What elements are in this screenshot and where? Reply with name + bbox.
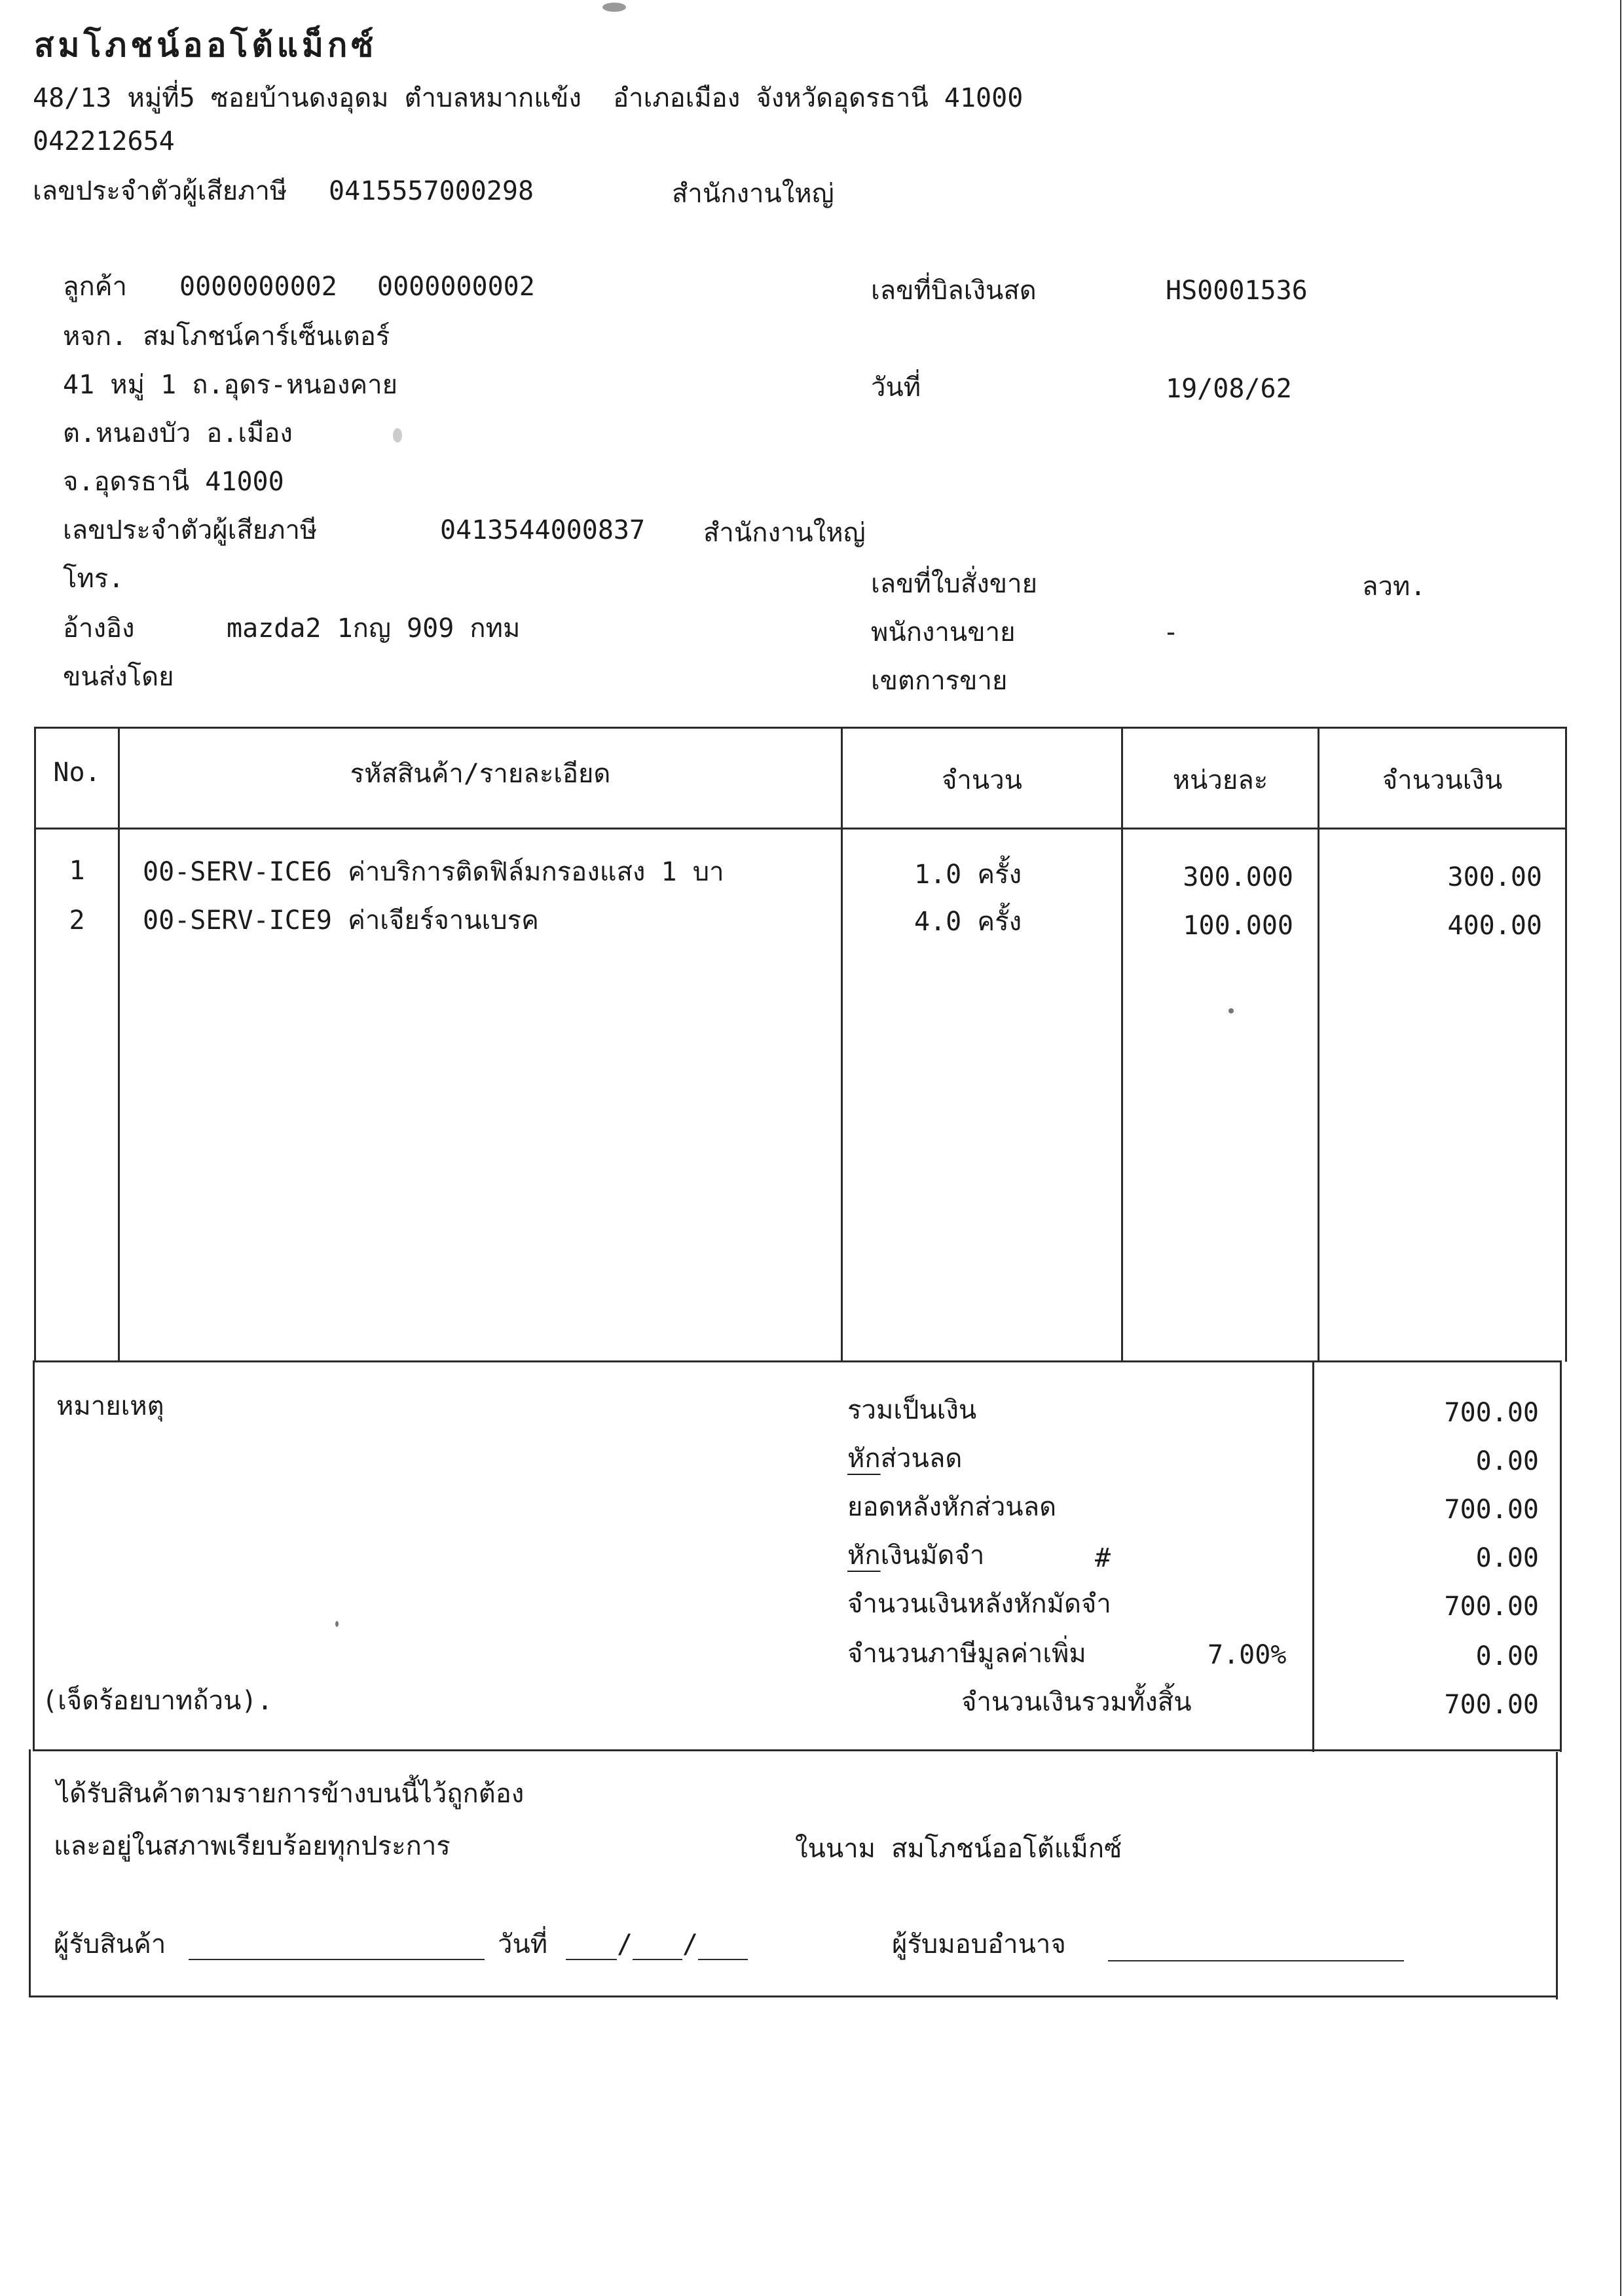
row-quantity: 4.0 ครั้ง xyxy=(914,907,1022,937)
customer-label: ลูกค้า xyxy=(63,272,127,302)
after-discount-value: 700.00 xyxy=(1444,1495,1539,1525)
subtotal-label: รวมเป็นเงิน xyxy=(847,1395,977,1425)
row-item: 00-SERV-ICE6 ค่าบริการติดฟิล์มกรองแสง 1 บา xyxy=(143,857,724,887)
after-discount-label: ยอดหลังหักส่วนลด xyxy=(847,1492,1057,1522)
customer-code: 0000000002 xyxy=(179,272,337,302)
vat-label: จำนวนภาษีมูลค่าเพิ่ม xyxy=(847,1639,1086,1669)
deposit-label-rest: เงินมัดจำ xyxy=(880,1540,985,1571)
after-deposit-value: 700.00 xyxy=(1444,1592,1539,1622)
customer-address-line-1: 41 หมู่ 1 ถ.อุดร-หนองคาย xyxy=(63,370,398,400)
customer-tax-id: 0413544000837 xyxy=(440,515,646,545)
summary-left-border xyxy=(33,1360,35,1751)
shipping-label: ขนส่งโดย xyxy=(63,662,174,692)
column-header-item: รหัสสินค้า/รายละเอียด xyxy=(350,759,611,789)
row-number: 1 xyxy=(69,856,85,886)
signature-left-border xyxy=(29,1749,31,1997)
scan-speck xyxy=(1228,1008,1234,1013)
customer-address-line-2: ต.หนองบัว อ.เมือง xyxy=(63,418,293,448)
receive-date-separator: / xyxy=(682,1929,699,1959)
discount-prefix: หัก xyxy=(847,1444,881,1474)
summary-amount-divider xyxy=(1312,1360,1314,1752)
table-col-divider-item xyxy=(841,727,843,1362)
vat-value: 0.00 xyxy=(1475,1641,1539,1671)
customer-name: หจก. สมโภชน์คาร์เซ็นเตอร์ xyxy=(63,321,390,352)
receive-date-separator: / xyxy=(617,1929,633,1959)
authorized-signature-line xyxy=(1108,1960,1404,1961)
authorized-signer-label: ผู้รับมอบอำนาจ xyxy=(892,1929,1066,1959)
deposit-label xyxy=(847,1542,984,1569)
table-col-divider-qty xyxy=(1121,727,1123,1362)
table-header-bottom-border xyxy=(34,828,1566,829)
on-behalf-of: ในนาม สมโภชน์ออโต้แม็กซ์ xyxy=(795,1834,1122,1864)
remark-label: หมายเหตุ xyxy=(56,1391,164,1421)
scan-speck xyxy=(335,1621,339,1627)
row-amount: 400.00 xyxy=(1447,911,1542,941)
after-deposit-label: จำนวนเงินหลังหักมัดจำ xyxy=(847,1589,1111,1619)
receiver-label: ผู้รับสินค้า xyxy=(54,1929,166,1959)
table-right-border xyxy=(1565,727,1567,1362)
company-tax-id-label: เลขประจำตัวผู้เสียภาษี xyxy=(33,176,287,206)
table-col-divider-no xyxy=(118,727,120,1362)
sales-order-label: เลขที่ใบสั่งขาย xyxy=(871,569,1038,599)
summary-bottom-border xyxy=(33,1749,1561,1751)
deposit-hash: # xyxy=(1095,1543,1111,1573)
row-amount: 300.00 xyxy=(1447,862,1542,892)
receive-date-year-line xyxy=(698,1959,748,1960)
scan-edge-line xyxy=(1620,0,1621,2296)
table-left-border xyxy=(34,727,36,1362)
row-unit-price: 300.000 xyxy=(1183,862,1293,892)
receiver-signature-line xyxy=(189,1959,485,1960)
scan-speck xyxy=(393,428,402,443)
summary-right-border xyxy=(1560,1360,1562,1752)
subtotal-value: 700.00 xyxy=(1444,1398,1539,1428)
receive-date-day-line xyxy=(566,1959,617,1960)
column-header-amount: จำนวนเงิน xyxy=(1382,765,1503,795)
row-item: 00-SERV-ICE9 ค่าเจียร์จานเบรค xyxy=(143,905,539,936)
row-quantity: 1.0 ครั้ง xyxy=(914,860,1022,890)
amount-in-words: (เจ็ดร้อยบาทถ้วน). xyxy=(42,1686,273,1716)
row-unit-price: 100.000 xyxy=(1183,911,1293,941)
bill-number-label: เลขที่บิลเงินสด xyxy=(871,276,1037,306)
company-address: 48/13 หมู่ที่5 ซอยบ้านดงอุดม ตำบลหมากแข้ง อำเภอเมือง จังหวัดอุดรธานี 41000 xyxy=(33,83,1024,113)
table-top-border xyxy=(34,727,1566,729)
signature-bottom-border xyxy=(29,1995,1557,1997)
reference-value: mazda2 1กญ 909 กทม xyxy=(227,613,521,644)
company-name: สมโภชน์ออโต้แม็กซ์ xyxy=(34,26,378,64)
company-tax-id: 0415557000298 xyxy=(329,176,534,206)
deposit-value: 0.00 xyxy=(1475,1543,1539,1573)
bill-date-label: วันที่ xyxy=(871,373,921,403)
reference-label: อ้างอิง xyxy=(63,613,135,644)
discount-label xyxy=(847,1446,962,1472)
sales-region-label: เขตการขาย xyxy=(871,666,1008,696)
company-phone: 042212654 xyxy=(33,126,175,156)
customer-branch: สำนักงานใหญ่ xyxy=(703,518,866,548)
vat-rate: 7.00% xyxy=(1208,1640,1287,1670)
receive-date-month-line xyxy=(633,1959,682,1960)
deposit-prefix: หัก xyxy=(847,1540,881,1571)
column-header-unit-price: หน่วยละ xyxy=(1172,765,1268,795)
scan-speck xyxy=(602,3,626,12)
received-statement-line-2: และอยู่ในสภาพเรียบร้อยทุกประการ xyxy=(54,1831,451,1861)
table-col-divider-price xyxy=(1318,727,1320,1362)
customer-phone-label: โทร. xyxy=(63,564,124,594)
row-number: 2 xyxy=(69,905,85,936)
salesperson-label: พนักงานขาย xyxy=(871,617,1016,647)
table-bottom-border xyxy=(33,1360,1561,1362)
customer-tax-id-label: เลขประจำตัวผู้เสียภาษี xyxy=(63,515,318,545)
signature-right-border xyxy=(1556,1752,1558,1999)
customer-code-2: 0000000002 xyxy=(377,272,535,302)
receive-date-label: วันที่ xyxy=(498,1929,548,1959)
discount-value: 0.00 xyxy=(1475,1446,1539,1476)
bill-date: 19/08/62 xyxy=(1166,374,1292,404)
discount-label-rest: ส่วนลด xyxy=(880,1444,963,1474)
company-branch: สำนักงานใหญ่ xyxy=(672,179,834,209)
bill-number: HS0001536 xyxy=(1166,276,1308,306)
customer-address-line-3: จ.อุดรธานี 41000 xyxy=(63,467,284,497)
salesperson-value: - xyxy=(1163,617,1179,647)
column-header-no: No. xyxy=(53,757,101,788)
grand-total-label: จำนวนเงินรวมทั้งสิ้น xyxy=(961,1687,1192,1717)
column-header-quantity: จำนวน xyxy=(941,765,1023,795)
sales-order-value: ลวท. xyxy=(1362,572,1426,602)
grand-total-value: 700.00 xyxy=(1444,1690,1539,1720)
received-statement-line-1: ได้รับสินค้าตามรายการข้างบนนี้ไว้ถูกต้อง xyxy=(56,1779,525,1809)
